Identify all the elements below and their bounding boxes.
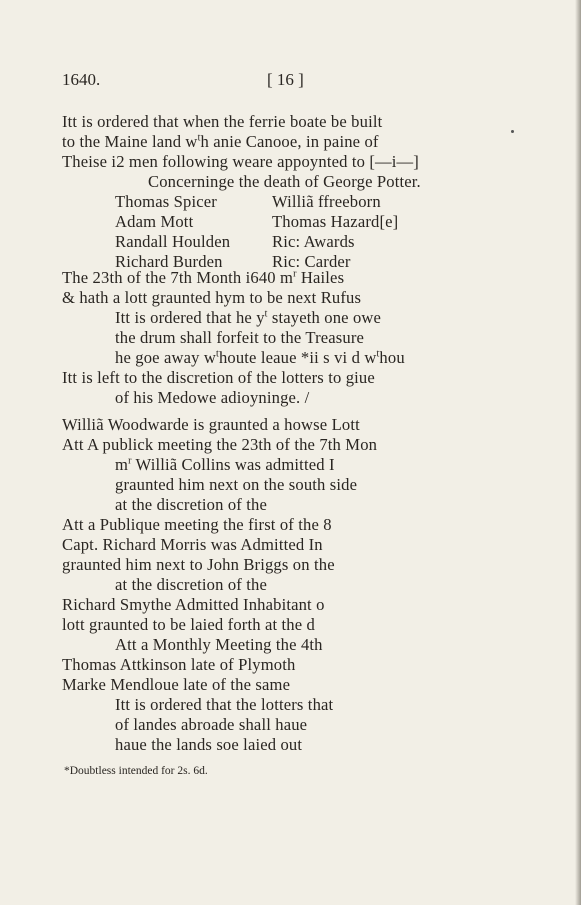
superscript: t bbox=[376, 348, 380, 360]
text-line bbox=[115, 308, 381, 328]
line-text: at the discretion of the bbox=[115, 575, 267, 594]
line-text: graunted him next on the south side bbox=[115, 475, 358, 494]
line-text: Marke Mendloue late of the same bbox=[62, 675, 291, 694]
footnote: *Doubtless intended for 2s. 6d. bbox=[64, 765, 208, 777]
line-text: of landes abroade shall haue bbox=[115, 715, 308, 734]
text-line bbox=[148, 172, 421, 192]
page-edge-shadow bbox=[575, 0, 581, 905]
text-line bbox=[115, 735, 302, 755]
line-text: lott graunted to be laied forth at the d bbox=[62, 615, 315, 634]
text-line bbox=[62, 288, 361, 308]
superscript: t bbox=[216, 348, 219, 360]
text-line bbox=[62, 615, 315, 635]
line-text: Richard Smythe Admitted Inhabitant o bbox=[62, 595, 325, 614]
line-text: Itt is ordered that when the ferrie boate be built bbox=[62, 112, 383, 131]
text-line bbox=[115, 388, 309, 408]
name-row bbox=[115, 212, 415, 232]
page-number: [ 16 ] bbox=[267, 70, 304, 89]
line-text: stayeth one owe bbox=[267, 308, 382, 327]
text-line bbox=[62, 555, 335, 575]
text-line bbox=[62, 415, 360, 435]
line-text: to the Maine land w bbox=[62, 132, 198, 151]
line-text: Capt. Richard Morris was Admitted In bbox=[62, 535, 323, 554]
line-text: Itt is left to the discretion of the lotters to giue bbox=[62, 368, 375, 387]
line-text: Thomas Attkinson late of Plymoth bbox=[62, 655, 296, 674]
text-line bbox=[115, 575, 267, 595]
text-line bbox=[62, 152, 419, 172]
text-line bbox=[62, 368, 375, 388]
superscript: r bbox=[293, 268, 297, 280]
name-right: Williã ffreeborn bbox=[272, 192, 381, 211]
name-row bbox=[115, 252, 415, 272]
name-row bbox=[115, 232, 415, 252]
line-text: m bbox=[115, 455, 129, 474]
superscript: t bbox=[197, 132, 201, 144]
text-line bbox=[62, 595, 325, 615]
line-text: & hath a lott graunted hym to be next Rufus bbox=[62, 288, 362, 307]
superscript: t bbox=[264, 308, 268, 320]
name-right: Ric: Awards bbox=[272, 232, 355, 251]
line-text: h anie Canooe, in paine of bbox=[200, 132, 379, 151]
line-text: Hailes bbox=[296, 268, 345, 287]
name-left: Thomas Spicer bbox=[115, 192, 217, 211]
name-row bbox=[115, 192, 415, 212]
name-left: Adam Mott bbox=[115, 212, 194, 231]
line-text: houte leaue *ii s vi d w bbox=[218, 348, 377, 367]
text-line bbox=[115, 348, 405, 368]
name-left: Richard Burden bbox=[115, 252, 223, 271]
text-line bbox=[62, 535, 323, 555]
text-line bbox=[115, 455, 335, 475]
line-text: Theise i2 men following weare appoynted to [—i—] bbox=[62, 152, 419, 171]
text-line bbox=[62, 132, 379, 152]
ink-speck bbox=[511, 130, 514, 133]
header-year: 1640. bbox=[62, 70, 101, 89]
text-line bbox=[115, 635, 323, 655]
line-text: of his Medowe adioyninge. / bbox=[115, 388, 310, 407]
text-line bbox=[62, 435, 377, 455]
name-right: Thomas Hazard[e] bbox=[272, 212, 399, 231]
text-line bbox=[62, 655, 295, 675]
text-line bbox=[115, 715, 307, 735]
name-right: Ric: Carder bbox=[272, 252, 351, 271]
line-text: Att a Publique meeting the first of the 8 bbox=[62, 515, 332, 534]
line-text: hou bbox=[379, 348, 405, 367]
line-text: he goe away w bbox=[115, 348, 217, 367]
text-line bbox=[62, 112, 382, 132]
line-text: Williã Collins was admitted I bbox=[131, 455, 335, 474]
text-line bbox=[115, 328, 364, 348]
superscript: r bbox=[128, 455, 132, 467]
text-line bbox=[115, 475, 357, 495]
line-text: Itt is ordered that the lotters that bbox=[115, 695, 334, 714]
line-text: the drum shall forfeit to the Treasure bbox=[115, 328, 365, 347]
line-text: haue the lands soe laied out bbox=[115, 735, 303, 754]
line-text: Att a Monthly Meeting the 4th bbox=[115, 635, 323, 654]
line-text: The 23th of the 7th Month i640 m bbox=[62, 268, 294, 287]
text-line bbox=[62, 675, 290, 695]
line-text: at the discretion of the bbox=[115, 495, 267, 514]
text-line bbox=[115, 695, 333, 715]
line-text: graunted him next to John Briggs on the bbox=[62, 555, 335, 574]
text-line bbox=[62, 515, 332, 535]
line-text: Att A publick meeting the 23th of the 7th Mon bbox=[62, 435, 378, 454]
page-header bbox=[62, 70, 522, 94]
name-left: Randall Houlden bbox=[115, 232, 231, 251]
line-text: Itt is ordered that he y bbox=[115, 308, 265, 327]
line-text: Williã Woodwarde is graunted a howse Lott bbox=[62, 415, 360, 434]
line-text: Concerninge the death of George Potter. bbox=[148, 172, 421, 191]
text-line bbox=[115, 495, 267, 515]
